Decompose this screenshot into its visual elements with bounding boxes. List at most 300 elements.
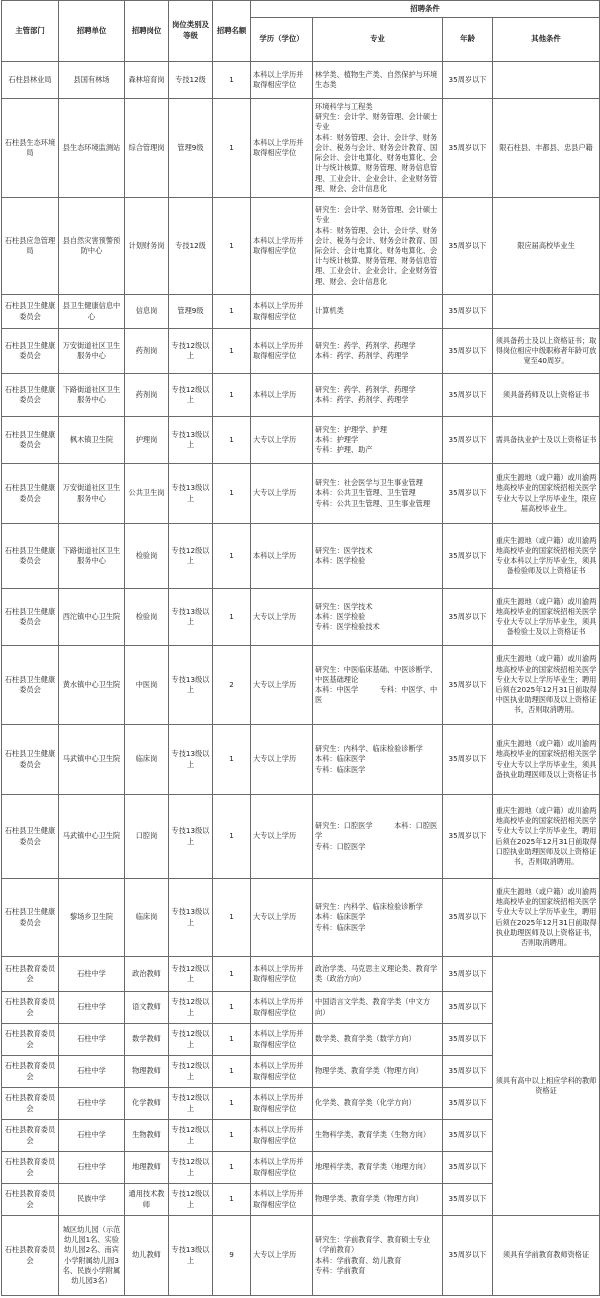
cell-text-age: 35周岁以下	[448, 1066, 487, 1076]
cell-age	[443, 62, 493, 99]
cell-major	[313, 1216, 443, 1296]
cell-post	[125, 1152, 169, 1184]
cell-post	[125, 589, 169, 646]
cell-text-education: 大专以上学历	[253, 754, 297, 764]
cell-text-age: 35周岁以下	[448, 142, 487, 152]
cell-text-category: 专技12级以上	[171, 1125, 210, 1145]
cell-education	[251, 295, 313, 329]
cell-text-major: 生物科学类、教育学类（生物方向）	[315, 1130, 431, 1140]
cell-text-education: 本科以上学历并取得相应学位	[253, 1093, 304, 1113]
cell-unit	[59, 295, 125, 329]
cell-education	[251, 879, 313, 957]
cell-text-age: 35周岁以下	[448, 831, 487, 841]
cell-text-major: 计算机类	[315, 306, 344, 316]
cell-quota	[213, 1056, 251, 1088]
cell-text-unit: 黎场乡卫生院	[69, 912, 114, 922]
cell-text-dept: 石柱县教育委员会	[4, 1029, 56, 1049]
cell-unit	[59, 417, 125, 464]
cell-category	[169, 1120, 213, 1152]
cell-text-unit: 马武镇中心卫生院	[62, 754, 121, 764]
cell-education	[251, 646, 313, 725]
cell-quota	[213, 725, 251, 795]
cell-text-major: 地理科学类、教育学类（地理方向）	[315, 1162, 431, 1172]
cell-major	[313, 589, 443, 646]
cell-text-post: 通用技术教师	[128, 1189, 165, 1209]
cell-quota	[213, 1184, 251, 1216]
cell-quota	[213, 417, 251, 464]
cell-age	[443, 1152, 493, 1184]
cell-major	[313, 1056, 443, 1088]
cell-age	[443, 524, 493, 589]
cell-quota	[213, 957, 251, 992]
cell-text-education: 本科以上学历并取得相应学位	[253, 137, 304, 157]
cell-text-quota: 1	[229, 1066, 234, 1076]
cell-quota	[213, 589, 251, 646]
header-category: 岗位类别及等级	[169, 1, 213, 62]
cell-category	[169, 524, 213, 589]
cell-unit	[59, 524, 125, 589]
cell-education	[251, 62, 313, 99]
cell-category	[169, 1184, 213, 1216]
header-other: 其他条件	[493, 18, 600, 62]
cell-text-quota: 1	[229, 345, 234, 355]
cell-text-unit: 民族中学	[77, 1194, 106, 1204]
cell-text-major: 化学类、教育学类（化学方向）	[315, 1098, 416, 1108]
cell-education	[251, 1120, 313, 1152]
cell-text-age: 35周岁以下	[448, 240, 487, 250]
cell-text-major: 研究生：医学技术 本科：医学检验	[315, 545, 373, 565]
cell-unit	[59, 725, 125, 795]
table-row	[2, 295, 600, 329]
cell-text-post: 中医岗	[135, 679, 158, 689]
cell-major	[313, 725, 443, 795]
cell-text-unit: 县自然灾害预警预防中心	[62, 235, 121, 255]
cell-other	[493, 957, 600, 1216]
cell-major	[313, 795, 443, 879]
cell-text-age: 35周岁以下	[448, 74, 487, 84]
cell-text-major: 研究生：会计学、财务管理、会计硕士专业 本科：财务管理、会计、会计学、财务会计、税务与会计、财务会计教育、国际会计、会计电算化、财务电算化、会计与统计核算、财务管理、财务信息管理、工业会计、企业会计、企业财务管理、财会、会计信息化	[315, 205, 438, 286]
table-row	[2, 62, 600, 99]
cell-education	[251, 1184, 313, 1216]
cell-text-dept: 石柱县卫生健康委员会	[4, 674, 56, 694]
cell-text-post: 森林培育岗	[128, 74, 165, 84]
cell-text-age: 35周岁以下	[448, 1098, 487, 1108]
cell-text-post: 物理教师	[132, 1066, 161, 1076]
cell-category	[169, 795, 213, 879]
cell-text-dept: 石柱县教育委员会	[4, 1189, 56, 1209]
cell-category	[169, 1056, 213, 1088]
cell-text-category: 专技13级以上	[171, 674, 210, 694]
cell-unit	[59, 99, 125, 198]
cell-unit	[59, 198, 125, 295]
cell-unit	[59, 795, 125, 879]
cell-category	[169, 1024, 213, 1056]
cell-education	[251, 329, 313, 374]
cell-text-major: 研究生：中医临床基础、中医诊断学、中医基础理论 本科：中医学 专科：中医学、中医	[315, 664, 438, 705]
header-row-top	[2, 1, 600, 18]
cell-unit	[59, 464, 125, 524]
cell-unit	[59, 1120, 125, 1152]
cell-text-dept: 石柱县教育委员会	[4, 1245, 56, 1265]
cell-text-quota: 2	[229, 679, 234, 689]
cell-text-quota: 1	[229, 306, 234, 316]
cell-category	[169, 464, 213, 524]
cell-other	[493, 879, 600, 957]
cell-text-post: 药剂岗	[135, 389, 158, 399]
cell-major	[313, 374, 443, 417]
cell-text-dept: 石柱县卫生健康委员会	[4, 301, 56, 321]
cell-unit	[59, 646, 125, 725]
cell-text-dept: 石柱县卫生健康委员会	[4, 826, 56, 846]
cell-dept	[2, 374, 59, 417]
cell-dept	[2, 1152, 59, 1184]
cell-text-dept: 石柱县应急管理局	[4, 235, 56, 255]
cell-text-education: 本科以上学历	[253, 550, 297, 560]
cell-major	[313, 295, 443, 329]
cell-text-dept: 石柱县卫生健康委员会	[4, 545, 56, 565]
cell-post	[125, 725, 169, 795]
cell-text-unit: 城区幼儿园（示范幼儿园1名、实验幼儿园2名、南宾小学附属幼儿园3名、民族小学附属幼儿园3名）	[62, 1224, 121, 1285]
cell-category	[169, 417, 213, 464]
cell-text-quota: 1	[229, 754, 234, 764]
cell-text-unit: 县卫生健康信息中心	[62, 301, 121, 321]
cell-text-major: 物理学类、教育学类（物理方向）	[315, 1194, 423, 1204]
cell-text-dept: 石柱县生态环境局	[4, 137, 56, 157]
cell-text-category: 专技12级	[175, 74, 206, 84]
cell-quota	[213, 374, 251, 417]
cell-dept	[2, 1088, 59, 1120]
cell-text-quota: 1	[229, 488, 234, 498]
cell-text-unit: 石柱中学	[77, 1130, 106, 1140]
cell-major	[313, 329, 443, 374]
cell-category	[169, 1152, 213, 1184]
cell-quota	[213, 329, 251, 374]
cell-text-unit: 石柱中学	[77, 968, 106, 978]
header-major: 专业	[313, 18, 443, 62]
table-row	[2, 524, 600, 589]
cell-text-age: 35周岁以下	[448, 611, 487, 621]
cell-text-quota: 9	[229, 1250, 234, 1260]
cell-quota	[213, 879, 251, 957]
cell-text-major: 环境科学与工程类 研究生：会计学、财务管理、会计硕士专业 本科：财务管理、会计、会计学、财务会计、税务与会计、财务会计教育、国际会计、会计电算化、财务电算化、会计与统计核算、财务管理、财务信息管理、工业会计、企业会计、企业财务管理、财会、会计信息化	[315, 102, 438, 193]
cell-text-post: 临床岗	[135, 754, 158, 764]
cell-dept	[2, 957, 59, 992]
cell-dept	[2, 1024, 59, 1056]
cell-dept	[2, 1216, 59, 1296]
cell-category	[169, 879, 213, 957]
cell-dept	[2, 1120, 59, 1152]
cell-category	[169, 62, 213, 99]
cell-age	[443, 374, 493, 417]
cell-major	[313, 1184, 443, 1216]
cell-text-age: 35周岁以下	[448, 1162, 487, 1172]
cell-text-dept: 石柱县教育委员会	[4, 963, 56, 983]
cell-text-quota: 1	[229, 912, 234, 922]
cell-text-category: 专技13级以上	[171, 907, 210, 927]
cell-dept	[2, 464, 59, 524]
cell-age	[443, 879, 493, 957]
cell-major	[313, 417, 443, 464]
cell-unit	[59, 1184, 125, 1216]
cell-text-unit: 石柱中学	[77, 1002, 106, 1012]
header-age: 年龄	[443, 18, 493, 62]
cell-category	[169, 646, 213, 725]
cell-other	[493, 62, 600, 99]
cell-text-age: 35周岁以下	[448, 1034, 487, 1044]
cell-age	[443, 795, 493, 879]
cell-education	[251, 417, 313, 464]
cell-text-category: 专技12级以上	[171, 1189, 210, 1209]
cell-text-major: 研究生：医学技术 本科：医学检验 专科：医学检验技术	[315, 601, 380, 632]
cell-text-education: 本科以上学历并取得相应学位	[253, 1157, 304, 1177]
cell-text-major: 数学类、教育学类（数学方向）	[315, 1034, 416, 1044]
cell-age	[443, 1088, 493, 1120]
cell-other	[493, 329, 600, 374]
cell-post	[125, 795, 169, 879]
cell-other	[493, 1216, 600, 1296]
cell-post	[125, 1088, 169, 1120]
cell-post	[125, 295, 169, 329]
cell-major	[313, 524, 443, 589]
cell-text-category: 专技12级以上	[171, 384, 210, 404]
table-body	[2, 62, 600, 1296]
cell-age	[443, 646, 493, 725]
cell-text-major: 研究生：药学、药剂学、药理学 本科：药学、药剂学、药理学	[315, 384, 416, 404]
cell-text-category: 专技13级以上	[171, 483, 210, 503]
cell-unit	[59, 374, 125, 417]
cell-text-other: 须具有高中以上相应学科的教师资格证	[495, 1075, 597, 1095]
cell-post	[125, 374, 169, 417]
cell-post	[125, 464, 169, 524]
cell-major	[313, 1120, 443, 1152]
cell-text-quota: 1	[229, 1130, 234, 1140]
cell-text-category: 专技12级以上	[171, 963, 210, 983]
cell-text-unit: 石柱中学	[77, 1034, 106, 1044]
cell-unit	[59, 992, 125, 1024]
cell-other	[493, 646, 600, 725]
cell-category	[169, 198, 213, 295]
cell-age	[443, 1184, 493, 1216]
cell-text-category: 专技12级以上	[171, 1061, 210, 1081]
cell-text-quota: 1	[229, 550, 234, 560]
cell-other	[493, 198, 600, 295]
cell-quota	[213, 62, 251, 99]
cell-education	[251, 957, 313, 992]
cell-education	[251, 198, 313, 295]
header-dept: 主管部门	[2, 1, 59, 62]
cell-text-other: 限应届高校毕业生	[517, 240, 575, 250]
cell-other	[493, 295, 600, 329]
cell-unit	[59, 329, 125, 374]
cell-age	[443, 464, 493, 524]
cell-text-quota: 1	[229, 1098, 234, 1108]
cell-text-category: 专技12级以上	[171, 1029, 210, 1049]
cell-text-education: 本科以上学历并取得相应学位	[253, 1061, 304, 1081]
cell-major	[313, 464, 443, 524]
cell-text-education: 本科以上学历并取得相应学位	[253, 1125, 304, 1145]
cell-text-major: 政治学类、马克思主义理论类、教育学类（政治方向）	[315, 963, 438, 983]
cell-text-quota: 1	[229, 74, 234, 84]
cell-text-age: 35周岁以下	[448, 912, 487, 922]
cell-text-unit: 枫木镇卫生院	[69, 434, 114, 444]
cell-post	[125, 646, 169, 725]
cell-post	[125, 417, 169, 464]
cell-major	[313, 1024, 443, 1056]
cell-text-age: 35周岁以下	[448, 389, 487, 399]
cell-quota	[213, 1088, 251, 1120]
cell-text-other: 须具备药士及以上资格证书；取得岗位相应中级职称者年龄可放宽至40周岁。	[495, 335, 597, 366]
cell-quota	[213, 1152, 251, 1184]
cell-text-category: 专技12级以上	[171, 340, 210, 360]
cell-quota	[213, 992, 251, 1024]
cell-text-age: 35周岁以下	[448, 550, 487, 560]
cell-text-other: 重庆生源地（或户籍）或川渝两地高校毕业的国家统招相关医学专业大专以上学历毕业生，须具备检验士及以上资格证书	[495, 596, 597, 637]
cell-text-other: 须具备药师及以上资格证书	[502, 389, 590, 399]
cell-text-category: 专技13级以上	[171, 1245, 210, 1265]
header-education: 学历（学位）	[251, 18, 313, 62]
cell-quota	[213, 464, 251, 524]
cell-age	[443, 725, 493, 795]
cell-text-other: 重庆生源地（或户籍）或川渝两地高校毕业的国家统招相关医学专业大专以上学历毕业生，限应届高校毕业生。	[495, 473, 597, 513]
cell-age	[443, 1024, 493, 1056]
cell-text-post: 语文教师	[132, 1002, 161, 1012]
cell-text-quota: 1	[229, 434, 234, 444]
cell-text-other: 需具备执业护士及以上资格证书	[495, 434, 597, 444]
cell-text-post: 药剂岗	[135, 345, 158, 355]
cell-category	[169, 957, 213, 992]
cell-post	[125, 1024, 169, 1056]
cell-text-unit: 黄水镇中心卫生院	[62, 679, 121, 689]
cell-post	[125, 879, 169, 957]
cell-category	[169, 992, 213, 1024]
table-row	[2, 646, 600, 725]
cell-text-post: 综合管理岗	[128, 142, 165, 152]
cell-text-other: 重庆生源地（或户籍）或川渝两地高校毕业的国家统招相关医学专业大专以上学历毕业生，聘用后须在2025年12月31日前取得执业助理医师及以上资格证书，否则取消聘用。	[495, 886, 597, 947]
table-row	[2, 1216, 600, 1296]
cell-text-unit: 下路街道社区卫生服务中心	[62, 545, 121, 565]
cell-text-major: 研究生：内科学、临床检验诊断学 本科：临床医学 专科：临床医学	[315, 902, 423, 932]
cell-other	[493, 417, 600, 464]
cell-major	[313, 198, 443, 295]
cell-text-age: 35周岁以下	[448, 488, 487, 498]
cell-text-category: 管理9级	[177, 142, 204, 152]
cell-text-quota: 1	[229, 968, 234, 978]
cell-dept	[2, 99, 59, 198]
cell-text-education: 大专以上学历	[253, 1250, 297, 1260]
cell-text-post: 生物教师	[132, 1130, 161, 1140]
cell-unit	[59, 1088, 125, 1120]
cell-dept	[2, 524, 59, 589]
cell-text-age: 35周岁以下	[448, 1194, 487, 1204]
cell-dept	[2, 329, 59, 374]
cell-text-age: 35周岁以下	[448, 754, 487, 764]
cell-text-dept: 石柱县教育委员会	[4, 1061, 56, 1081]
cell-text-dept: 石柱县卫生健康委员会	[4, 749, 56, 769]
cell-quota	[213, 198, 251, 295]
cell-category	[169, 589, 213, 646]
cell-age	[443, 1056, 493, 1088]
cell-age	[443, 417, 493, 464]
table-row	[2, 879, 600, 957]
cell-quota	[213, 795, 251, 879]
cell-education	[251, 1056, 313, 1088]
cell-quota	[213, 524, 251, 589]
cell-education	[251, 1024, 313, 1056]
cell-text-dept: 石柱县卫生健康委员会	[4, 384, 56, 404]
cell-text-quota: 1	[229, 240, 234, 250]
cell-text-dept: 石柱县教育委员会	[4, 1125, 56, 1145]
cell-quota	[213, 646, 251, 725]
cell-education	[251, 524, 313, 589]
cell-post	[125, 524, 169, 589]
cell-education	[251, 589, 313, 646]
cell-text-post: 计划财务岗	[128, 240, 165, 250]
cell-category	[169, 329, 213, 374]
cell-text-other: 重庆生源地（或户籍）或川渝两地高校毕业的国家统招相关医学专业大专以上学历毕业生，须具备执业助理医师及以上资格证书	[495, 739, 597, 779]
cell-text-dept: 石柱县教育委员会	[4, 997, 56, 1017]
cell-post	[125, 957, 169, 992]
cell-dept	[2, 795, 59, 879]
cell-text-post: 地理教师	[132, 1162, 161, 1172]
cell-category	[169, 99, 213, 198]
cell-text-education: 大专以上学历	[253, 831, 297, 841]
cell-category	[169, 1088, 213, 1120]
cell-text-age: 35周岁以下	[448, 679, 487, 689]
cell-text-unit: 西沱镇中心卫生院	[62, 611, 121, 621]
cell-post	[125, 198, 169, 295]
cell-text-major: 研究生：社会医学与卫生事业管理 本科：公共卫生管理、卫生管理 专科：公共卫生管理、卫生事业管理	[315, 478, 431, 508]
cell-post	[125, 329, 169, 374]
cell-post	[125, 1216, 169, 1296]
cell-unit	[59, 1024, 125, 1056]
cell-dept	[2, 1184, 59, 1216]
cell-age	[443, 589, 493, 646]
cell-education	[251, 99, 313, 198]
cell-text-category: 专技12级以上	[171, 1157, 210, 1177]
cell-text-education: 本科以上学历并取得相应学位	[253, 997, 304, 1017]
cell-dept	[2, 417, 59, 464]
header-unit: 招聘单位	[59, 1, 125, 62]
cell-text-unit: 万安街道社区卫生服务中心	[62, 483, 121, 503]
table-row	[2, 99, 600, 198]
table-row	[2, 589, 600, 646]
cell-major	[313, 957, 443, 992]
cell-other	[493, 795, 600, 879]
cell-text-category: 专技13级以上	[171, 606, 210, 626]
cell-post	[125, 1120, 169, 1152]
cell-unit	[59, 957, 125, 992]
cell-quota	[213, 1120, 251, 1152]
cell-education	[251, 992, 313, 1024]
cell-text-category: 专技12级以上	[171, 1093, 210, 1113]
cell-text-category: 专技13级以上	[171, 826, 210, 846]
cell-category	[169, 725, 213, 795]
cell-text-other: 限石柱县、丰都县、忠县户籍	[499, 142, 593, 152]
cell-post	[125, 1056, 169, 1088]
cell-text-post: 数学教师	[132, 1034, 161, 1044]
cell-age	[443, 1120, 493, 1152]
cell-text-post: 公共卫生岗	[128, 488, 165, 498]
cell-text-dept: 石柱县林业局	[8, 74, 52, 84]
cell-text-education: 大专以上学历	[253, 912, 297, 922]
cell-dept	[2, 62, 59, 99]
cell-major	[313, 646, 443, 725]
cell-text-post: 信息岗	[135, 306, 158, 316]
cell-text-other: 重庆生源地（或户籍）或川渝两地高校毕业的国家统招相关医学专业大专以上学历毕业生；聘用后须在2025年12月31日前取得中医执业助理医师及以上资格证书，否则取消聘用。	[495, 654, 597, 715]
cell-post	[125, 99, 169, 198]
cell-major	[313, 1088, 443, 1120]
cell-text-education: 本科以上学历并取得相应学位	[253, 1029, 304, 1049]
